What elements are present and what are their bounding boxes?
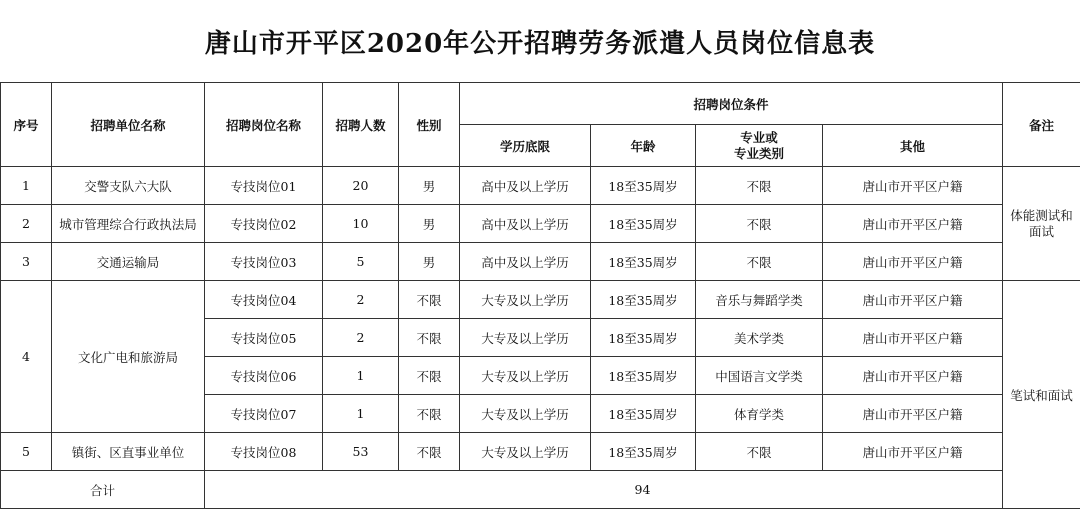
- cell-major: 不限: [696, 243, 823, 281]
- cell-count: 1: [323, 395, 399, 433]
- cell-education: 大专及以上学历: [460, 395, 591, 433]
- cell-education: 高中及以上学历: [460, 205, 591, 243]
- cell-unit: 交通运输局: [52, 243, 205, 281]
- cell-age: 18至35周岁: [591, 357, 696, 395]
- cell-age: 18至35周岁: [591, 205, 696, 243]
- cell-gender: 男: [399, 205, 460, 243]
- page-title: 唐山市开平区2020年公开招聘劳务派遣人员岗位信息表: [204, 28, 876, 59]
- cell-age: 18至35周岁: [591, 433, 696, 471]
- cell-gender: 不限: [399, 395, 460, 433]
- cell-major: 不限: [696, 167, 823, 205]
- cell-gender: 不限: [399, 433, 460, 471]
- cell-age: 18至35周岁: [591, 395, 696, 433]
- cell-education: 大专及以上学历: [460, 433, 591, 471]
- header-other: 其他: [823, 125, 1003, 167]
- cell-post: 专技岗位06: [205, 357, 323, 395]
- table-row: [1, 281, 1080, 319]
- table-row: [1, 167, 1080, 205]
- cell-major: 音乐与舞蹈学类: [696, 281, 823, 319]
- header-remark: 备注: [1003, 83, 1080, 167]
- header-row-1: [1, 83, 1080, 125]
- header-education: 学历底限: [460, 125, 591, 167]
- cell-post: 专技岗位04: [205, 281, 323, 319]
- cell-gender: 不限: [399, 357, 460, 395]
- table-row: [1, 205, 1080, 243]
- header-gender: 性别: [399, 83, 460, 167]
- cell-other: 唐山市开平区户籍: [823, 243, 1003, 281]
- header-count: 招聘人数: [323, 83, 399, 167]
- cell-gender: 男: [399, 167, 460, 205]
- cell-age: 18至35周岁: [591, 281, 696, 319]
- cell-age: 18至35周岁: [591, 243, 696, 281]
- cell-education: 大专及以上学历: [460, 281, 591, 319]
- remark-group1-line1: 体能测试和: [1010, 207, 1073, 223]
- cell-other: 唐山市开平区户籍: [823, 281, 1003, 319]
- cell-age: 18至35周岁: [591, 167, 696, 205]
- cell-remark-group1: [1003, 167, 1080, 281]
- cell-seq: 4: [1, 281, 52, 433]
- cell-other: 唐山市开平区户籍: [823, 205, 1003, 243]
- header-major-line1: 专业或: [740, 129, 778, 145]
- header-conditions: 招聘岗位条件: [460, 83, 1003, 125]
- cell-count: 53: [323, 433, 399, 471]
- cell-unit: 镇街、区直事业单位: [52, 433, 205, 471]
- cell-other: 唐山市开平区户籍: [823, 357, 1003, 395]
- cell-count: 2: [323, 319, 399, 357]
- cell-major: 不限: [696, 433, 823, 471]
- cell-count: 5: [323, 243, 399, 281]
- cell-seq: 1: [1, 167, 52, 205]
- cell-count: 20: [323, 167, 399, 205]
- header-seq: 序号: [1, 83, 52, 167]
- cell-major: 中国语言文学类: [696, 357, 823, 395]
- cell-seq: 2: [1, 205, 52, 243]
- cell-major: 美术学类: [696, 319, 823, 357]
- cell-post: 专技岗位07: [205, 395, 323, 433]
- recruitment-table: [0, 82, 1080, 509]
- cell-seq: 3: [1, 243, 52, 281]
- cell-count: 2: [323, 281, 399, 319]
- cell-gender: 不限: [399, 319, 460, 357]
- header-age: 年龄: [591, 125, 696, 167]
- cell-other: 唐山市开平区户籍: [823, 167, 1003, 205]
- table-row: [1, 433, 1080, 471]
- cell-major: 体育学类: [696, 395, 823, 433]
- cell-gender: 不限: [399, 281, 460, 319]
- cell-other: 唐山市开平区户籍: [823, 395, 1003, 433]
- cell-post: 专技岗位02: [205, 205, 323, 243]
- total-label: 合计: [1, 471, 205, 509]
- cell-unit: 文化广电和旅游局: [52, 281, 205, 433]
- remark-group1-line2: 面试: [1029, 223, 1055, 239]
- cell-seq: 5: [1, 433, 52, 471]
- cell-post: 专技岗位01: [205, 167, 323, 205]
- cell-education: 大专及以上学历: [460, 319, 591, 357]
- cell-unit: 交警支队六大队: [52, 167, 205, 205]
- cell-count: 10: [323, 205, 399, 243]
- header-major: [696, 125, 823, 167]
- cell-other: 唐山市开平区户籍: [823, 319, 1003, 357]
- cell-unit: 城市管理综合行政执法局: [52, 205, 205, 243]
- total-value: 94: [205, 471, 1080, 509]
- header-unit: 招聘单位名称: [52, 83, 205, 167]
- cell-education: 高中及以上学历: [460, 243, 591, 281]
- cell-education: 高中及以上学历: [460, 167, 591, 205]
- cell-remark-group2: 笔试和面试: [1003, 281, 1080, 509]
- cell-count: 1: [323, 357, 399, 395]
- cell-major: 不限: [696, 205, 823, 243]
- cell-age: 18至35周岁: [591, 319, 696, 357]
- table-row: [1, 243, 1080, 281]
- cell-post: 专技岗位08: [205, 433, 323, 471]
- cell-post: 专技岗位03: [205, 243, 323, 281]
- cell-other: 唐山市开平区户籍: [823, 433, 1003, 471]
- cell-gender: 男: [399, 243, 460, 281]
- header-post: 招聘岗位名称: [205, 83, 323, 167]
- cell-education: 大专及以上学历: [460, 357, 591, 395]
- header-major-line2: 专业类别: [733, 145, 784, 161]
- total-row: [1, 471, 1080, 509]
- cell-post: 专技岗位05: [205, 319, 323, 357]
